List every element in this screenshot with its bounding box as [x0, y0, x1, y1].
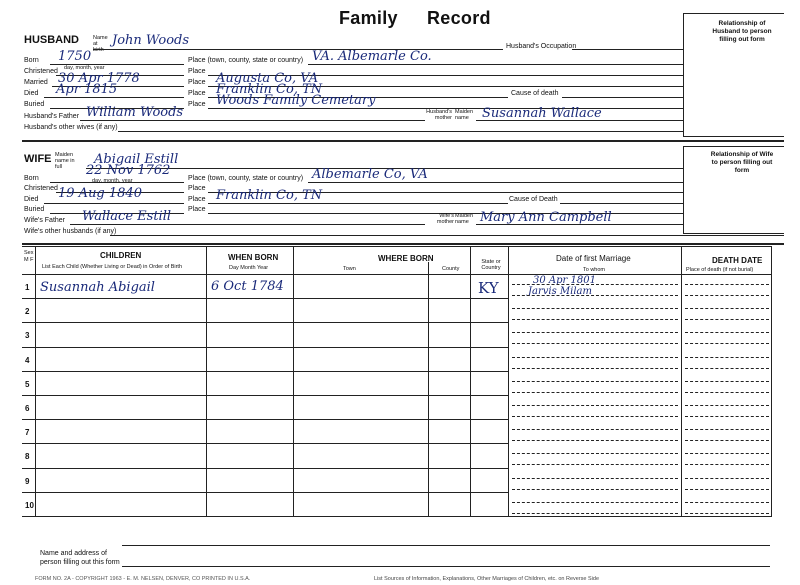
husband-buried-label: Buried — [24, 101, 45, 108]
when-born-header: WHEN BORN — [228, 253, 279, 262]
wife-heading: WIFE — [24, 153, 52, 165]
state-header: State or Country — [481, 259, 501, 271]
wife-died-place: Franklin Co, TN — [216, 188, 323, 203]
county-header: County — [442, 266, 460, 272]
marriage-header: Date of first Marriage — [556, 254, 631, 263]
husband-married-place-label: Place — [188, 79, 206, 86]
footer-sources-note: List Sources of Information, Explanations, Other Marriages of Children, etc. on Reverse Side — [374, 576, 599, 582]
wife-buried-label: Buried — [24, 206, 45, 213]
husband-married-place: Augusta Co, VA — [216, 71, 319, 86]
husband-died-label: Died — [24, 90, 39, 97]
wife-name-note: Maiden name in full — [55, 152, 75, 170]
children-header: CHILDREN — [100, 251, 142, 260]
town-header: Town — [343, 266, 356, 272]
wife-mother-label: Wife's mother — [436, 213, 454, 225]
wife-died-label: Died — [24, 196, 39, 203]
husband-died-value: Apr 1815 — [56, 82, 118, 97]
husband-name: John Woods — [112, 33, 190, 48]
husband-born-place-label: Place (town, county, state or country) — [188, 57, 304, 64]
wife-cause-label: Cause of Death — [509, 196, 558, 203]
husband-born-label: Born — [24, 57, 39, 64]
children-subheader: List Each Child (Whether Living or Dead) in Order of Birth — [42, 264, 183, 270]
footer-name-address-label: Name and address of person filling out this form — [40, 550, 120, 566]
husband-married-value: 30 Apr 1778 — [58, 71, 140, 86]
husband-cause-label: Cause of death — [511, 90, 559, 97]
husband-buried-place: Woods Family Cemetary — [216, 93, 376, 108]
husband-mother-value: Susannah Wallace — [482, 106, 602, 121]
husband-christened-label: Christened — [24, 68, 58, 75]
to-whom-header: To whom — [583, 267, 606, 273]
husband-heading: HUSBAND — [24, 34, 79, 46]
wife-christened-place-label: Place — [188, 185, 206, 192]
wife-relationship-box — [683, 146, 784, 234]
sex-header: Sex M F — [24, 250, 34, 263]
row-number: 5 — [25, 379, 30, 389]
row-number: 8 — [25, 452, 30, 462]
husband-mother-label: Husband's mother — [426, 109, 452, 121]
husband-date-hint: day, month, year — [64, 65, 105, 71]
wife-father-label: Wife's Father — [24, 217, 66, 224]
husband-christened-place-label: Place — [188, 68, 206, 75]
husband-father-label: Husband's Father — [24, 113, 80, 120]
wife-born-value: 22 Nov 1762 — [86, 163, 171, 178]
form-title-family: Family — [339, 8, 398, 28]
when-born-subheader: Day Month Year — [229, 265, 269, 271]
wife-christened-label: Christened — [24, 185, 58, 192]
child-birth-date: 6 Oct 1784 — [211, 279, 284, 294]
husband-buried-place-label: Place — [188, 101, 206, 108]
wife-died-value: 19 Aug 1840 — [58, 186, 142, 201]
husband-mother-maiden-note: Maiden name — [455, 109, 474, 121]
child-name: Susannah Abigail — [40, 280, 155, 295]
husband-married-label: Married — [24, 79, 48, 86]
husband-father-value: William Woods — [86, 105, 184, 120]
row-number: 2 — [25, 307, 30, 317]
wife-other-husbands-label: Wife's other husbands (if any) — [24, 228, 117, 235]
wife-died-place-label: Place — [188, 196, 206, 203]
husband-died-place: Franklin Co, TN — [216, 82, 323, 97]
husband-relationship-note: Relationship of Husband to person filling out form — [712, 20, 772, 43]
form-title-record: Record — [427, 8, 491, 28]
row-number: 9 — [25, 476, 30, 486]
row-number: 7 — [25, 428, 30, 438]
wife-father-value: Wallace Estill — [82, 209, 172, 224]
wife-name: Abigail Estill — [94, 152, 179, 167]
wife-born-place-label: Place (town, county, state or country) — [188, 175, 304, 182]
husband-relationship-box — [683, 13, 784, 137]
husband-died-place-label: Place — [188, 90, 206, 97]
death-header: DEATH DATE — [712, 256, 763, 265]
death-subheader: Place of death (if not burial) — [686, 267, 754, 273]
row-number: 6 — [25, 404, 30, 413]
wife-born-place: Albemarle Co, VA — [312, 167, 428, 182]
child-spouse: Jarvis Milam — [528, 286, 592, 297]
husband-occupation-label: Husband's Occupation — [506, 43, 577, 50]
row-number: 4 — [25, 355, 30, 365]
child-marriage-date: 30 Apr 1801 — [533, 275, 596, 286]
child-birth-state: KY — [478, 279, 499, 297]
husband-born-place: VA. Albemarle Co. — [312, 49, 432, 64]
husband-born-value: 1750 — [58, 49, 92, 64]
wife-mother-maiden-note: Maiden name — [455, 213, 474, 225]
husband-name-note: Name at birth — [93, 35, 108, 53]
row-number: 1 — [25, 283, 30, 292]
wife-born-label: Born — [24, 175, 39, 182]
wife-date-hint: day, month, year — [92, 178, 133, 184]
row-number: 3 — [25, 331, 30, 341]
row-number: 10 — [25, 500, 34, 510]
husband-other-wives-label: Husband's other wives (if any) — [24, 124, 118, 131]
wife-relationship-note: Relationship of Wife to person filling out form — [710, 151, 774, 174]
wife-buried-place-label: Place — [188, 206, 206, 213]
where-born-header: WHERE BORN — [378, 254, 434, 263]
footer-copyright: FORM NO. 2A - COPYRIGHT 1963 - E. M. NELSEN, DENVER, CO PRINTED IN U.S.A. — [35, 576, 251, 582]
wife-mother-value: Mary Ann Campbell — [480, 210, 612, 225]
